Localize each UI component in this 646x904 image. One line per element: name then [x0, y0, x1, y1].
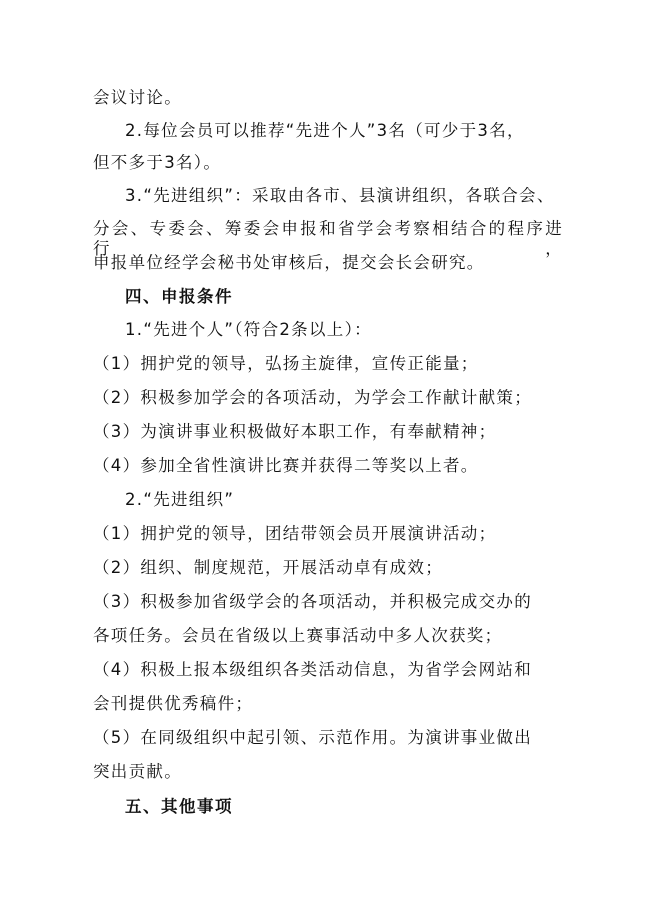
paragraph-line: 申报单位经学会秘书处审核后，提交会长会研究。 — [93, 253, 485, 272]
paragraph-line: 会议讨论。 — [93, 88, 182, 107]
list-item: （5）在同级组织中起引领、示范作用。为演讲事业做出 — [93, 728, 532, 747]
paragraph-line: 分会、专委会、筹委会申报和省学会考察相结合的程序进行， — [93, 219, 563, 258]
list-item-continuation: 会刊提供优秀稿件； — [93, 694, 254, 713]
list-item: （3）为演讲事业积极做好本职工作，有奉献精神； — [93, 422, 497, 441]
list-item: （3）积极参加省级学会的各项活动，并积极完成交办的 — [93, 592, 532, 611]
list-item: （4）积极上报本级组织各类活动信息，为省学会网站和 — [93, 660, 532, 679]
list-item-continuation: 各项任务。会员在省级以上赛事活动中多人次获奖； — [93, 626, 503, 645]
paragraph-line: 但不多于3名）。 — [93, 153, 222, 172]
section-heading: 五、其他事项 — [125, 797, 233, 816]
list-item: （1）拥护党的领导，弘扬主旋律，宣传正能量； — [93, 354, 479, 373]
list-item: （1）拥护党的领导，团结带领会员开展演讲活动； — [93, 524, 497, 543]
list-item-continuation: 突出贡献。 — [93, 762, 182, 781]
list-item: （2）积极参加学会的各项活动，为学会工作献计献策； — [93, 388, 532, 407]
list-item: （4）参加全省性演讲比赛并获得二等奖以上者。 — [93, 456, 479, 475]
paragraph-line: 3.“先进组织”：采取由各市、县演讲组织，各联合会、 — [125, 186, 555, 205]
subsection-title: 2.“先进组织” — [125, 490, 235, 509]
subsection-title: 1.“先进个人”（符合2条以上）： — [125, 320, 372, 339]
paragraph-line: 2.每位会员可以推荐“先进个人”3名（可少于3名， — [125, 121, 525, 140]
list-item: （2）组织、制度规范，开展活动卓有成效； — [93, 558, 443, 577]
section-heading: 四、申报条件 — [125, 287, 233, 306]
